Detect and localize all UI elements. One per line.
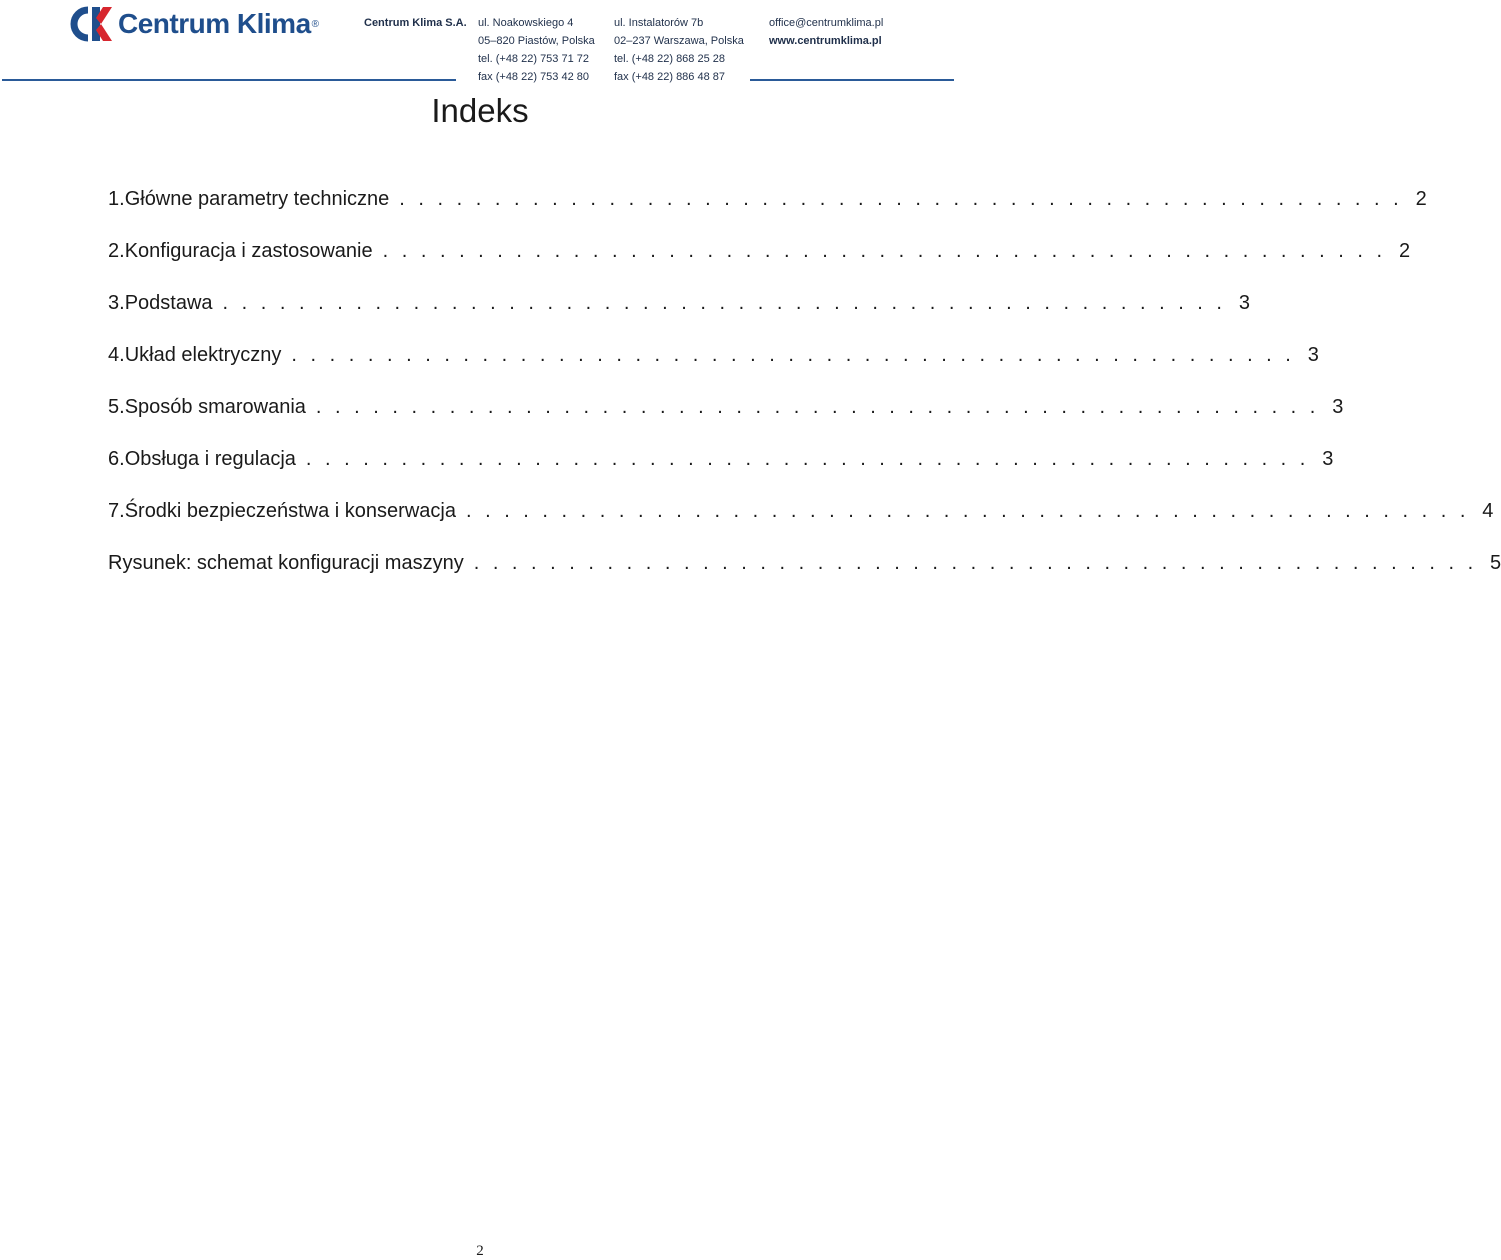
header-divider-left [2,79,456,81]
toc-entry-page: 3 [1307,343,1319,366]
toc-entry-page: 2 [1398,239,1411,262]
email-link[interactable]: office@centrumklima.pl [769,17,884,29]
website-link[interactable]: www.centrumklima.pl [769,35,882,47]
toc-leader-dots: . . . . . . . . . . . . . . . . . . . . . . . . . . . . . . . . . . . . . . . . . . . . . . . . . . . . . [222,291,1226,314]
toc-entry-title: Obsługa i regulacja [124,447,296,470]
toc-entry-page: 4 [1482,499,1494,522]
fax-line: fax (+48 22) 753 42 80 [478,71,589,83]
toc-entry[interactable] [108,548,1501,578]
toc-leader-dots: . . . . . . . . . . . . . . . . . . . . . . . . . . . . . . . . . . . . . . . . . . . . . . . . . . . . . [315,395,1320,418]
toc-leader-dots: . . . . . . . . . . . . . . . . . . . . . . . . . . . . . . . . . . . . . . . . . . . . . . . . . . . . . [305,447,1310,470]
contact-info [769,14,883,50]
address-line: 05–820 Piastów, Polska [478,35,595,47]
toc-entry-title: Środki bezpieczeństwa i konserwacja [124,499,456,522]
address-line: 02–237 Warszawa, Polska [614,35,744,47]
page-header [0,0,960,90]
toc-leader-dots: . . . . . . . . . . . . . . . . . . . . . . . . . . . . . . . . . . . . . . . . . . . . . . . . . . . . . [465,499,1470,522]
toc-entry-title: Układ elektryczny [124,343,282,366]
registered-mark: ® [311,18,320,30]
toc-entry-title: Rysunek: schemat konfiguracji maszyny [108,551,464,574]
fax-line: fax (+48 22) 886 48 87 [614,71,725,83]
toc-entry-page: 3 [1238,291,1250,314]
toc-entry-number: 3. [108,291,125,314]
toc-leader-dots: . . . . . . . . . . . . . . . . . . . . . . . . . . . . . . . . . . . . . . . . . . . . . . . . . . . . . [382,239,1387,262]
toc-entry-page: 3 [1322,447,1334,470]
toc-entry[interactable] [108,288,1250,318]
toc-entry[interactable] [108,340,1319,370]
toc-leader-dots: . . . . . . . . . . . . . . . . . . . . . . . . . . . . . . . . . . . . . . . . . . . . . . . . . . . . . [473,551,1478,574]
page-title: Indeks [431,92,529,129]
toc-entry-number: 5. [108,395,125,418]
office-address-warszawa [614,14,744,86]
toc-entry[interactable] [108,236,1411,266]
office-address-piastow [478,14,595,86]
toc-entry[interactable] [108,444,1334,474]
toc-entry-title: Sposób smarowania [124,395,306,418]
toc-entry[interactable] [108,392,1344,422]
toc-entry[interactable] [108,496,1494,526]
toc-entry-number: 4. [108,343,125,366]
toc-entry-number: 1. [108,187,125,210]
toc-entry-page: 5 [1490,551,1501,574]
header-divider-right [750,79,954,81]
centrum-klima-logo-icon [66,4,116,44]
company-name: Centrum Klima S.A. [364,17,467,29]
toc-entry-number: 7. [108,499,125,522]
toc-entry-page: 2 [1415,187,1427,210]
toc-entry-title: Podstawa [124,291,213,314]
toc-entry-number: 6. [108,447,125,470]
company-logo [66,4,319,44]
toc-leader-dots: . . . . . . . . . . . . . . . . . . . . . . . . . . . . . . . . . . . . . . . . . . . . . . . . . . . . . [399,187,1403,210]
toc-entry-title: Konfiguracja i zastosowanie [124,239,373,262]
toc-entry-number: 2. [108,239,125,262]
phone-line: tel. (+48 22) 868 25 28 [614,53,725,65]
toc-entry-page: 3 [1332,395,1344,418]
phone-line: tel. (+48 22) 753 71 72 [478,53,589,65]
page-number: 2 [476,1243,484,1259]
address-line: ul. Instalatorów 7b [614,17,704,29]
toc-entry-title: Główne parametry techniczne [124,187,390,210]
logo-wordmark: Centrum Klima [118,8,311,39]
toc-leader-dots: . . . . . . . . . . . . . . . . . . . . . . . . . . . . . . . . . . . . . . . . . . . . . . . . . . . . . [291,343,1295,366]
address-line: ul. Noakowskiego 4 [478,17,574,29]
toc-entry[interactable] [108,184,1427,214]
